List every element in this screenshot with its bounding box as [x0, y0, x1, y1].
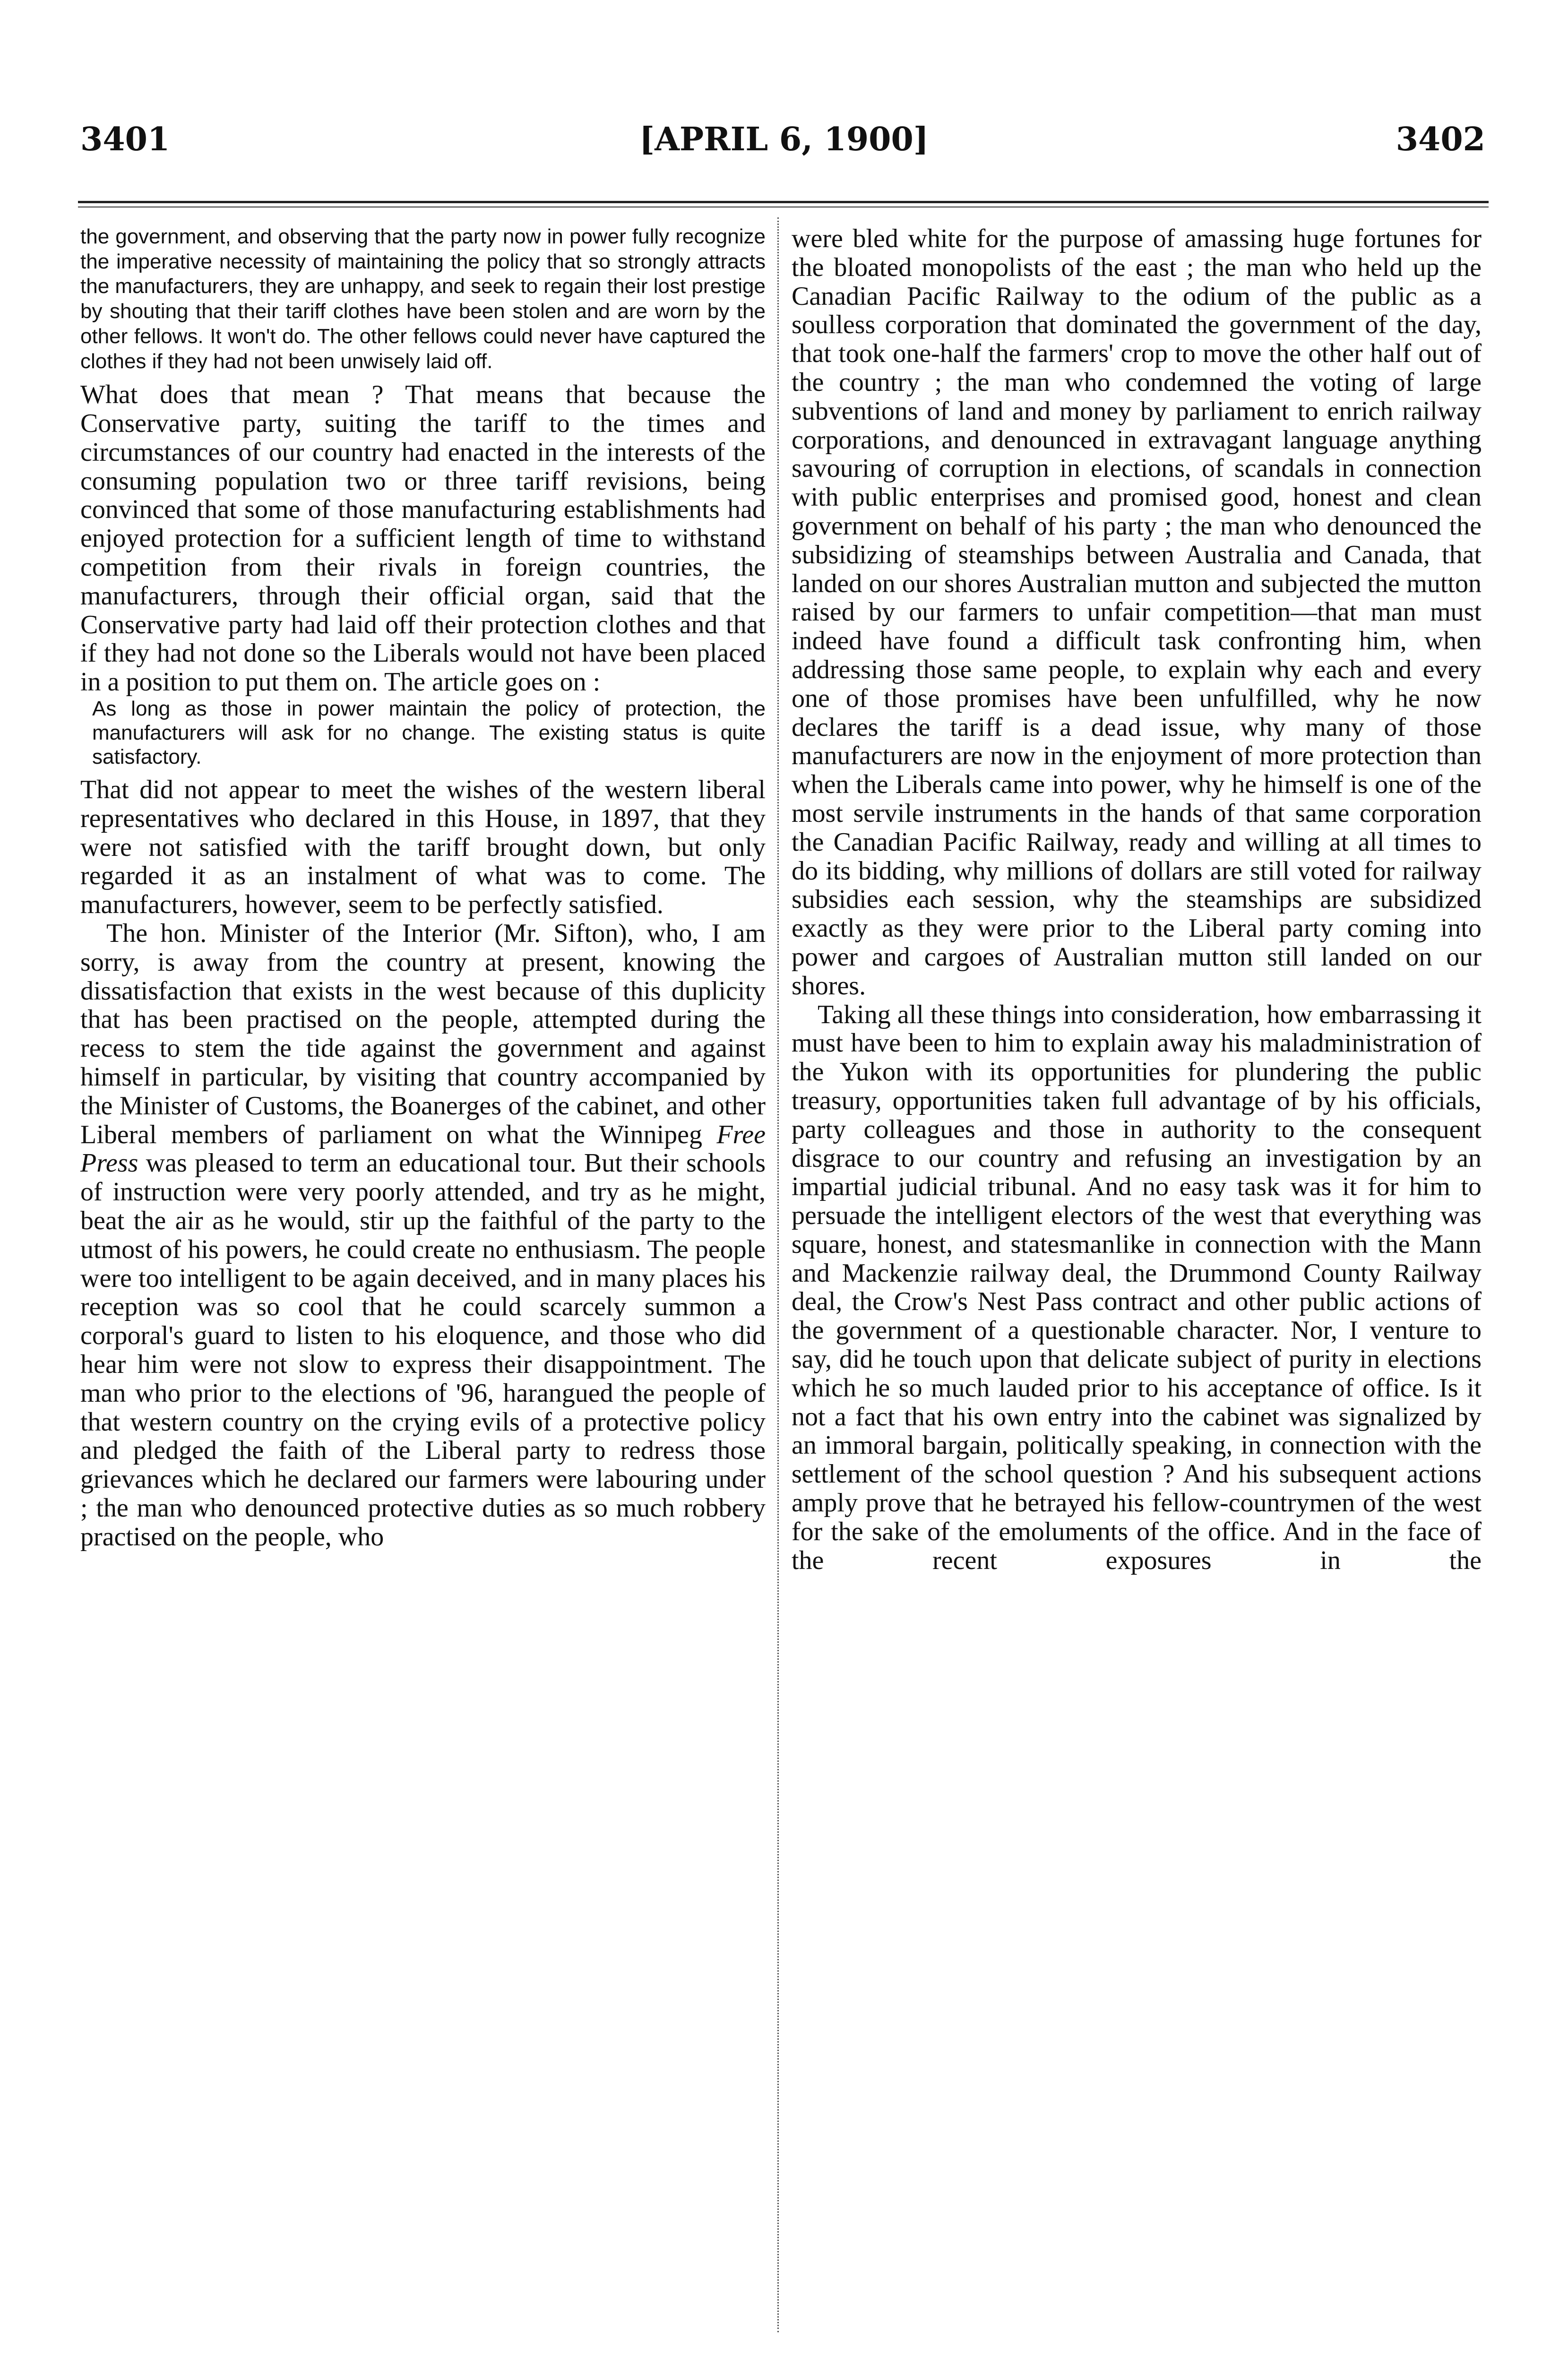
paragraph-minister-interior: [80, 919, 766, 1552]
page-number-right: 3402: [1396, 121, 1485, 158]
paragraph-taking-all-things: Taking all these things into consideration, how embarrassing it must have been to him to explain away his maladministration of the Yukon with its opportunities for plundering the public treasury, opportunities taken full advantage of by his officials, party colleagues and those in authority to the consequent disgrace to our country and refusing an investigation by an impartial judicial tribunal. And no easy task was it for him to persuade the intelligent electors of the west that everything was square, honest, and statesmanlike in connection with the Mann and Mackenzie railway deal, the Drummond County Railway deal, the Crow's Nest Pass contract and other public actions of the government of a questionable character. Nor, I venture to say, did he touch upon that delicate subject of purity in elections which he so much lauded prior to his acceptance of office. Is it not a fact that his own entry into the cabinet was signalized by an immoral bargain, politically speaking, in connection with the settlement of the school question ? And his subsequent actions amply prove that he betrayed his fellow-countrymen of the west for the sake of the emoluments of the office. And in the face of the recent exposures in the: [792, 1000, 1482, 1575]
page-number-left: 3401: [80, 121, 170, 158]
paragraph-what-does-that-mean: What does that mean ? That means that because the Conservative party, suiting the tariff to the times and circumstances of our country had enacted in the interests of the consuming population two or three tariff revisions, being convinced that some of those manufacturing establishments had enjoyed protection for a sufficient length of time to withstand competition from their rivals in foreign countries, the manufacturers, through their official organ, said that the Conservative party had laid off their protection clothes and that if they had not done so the Liberals would not have been placed in a position to put them on. The article goes on :: [80, 380, 766, 697]
quoted-article-continued: the government, and observing that the party now in power fully recognize the imperative necessity of maintaining the policy that so strongly attracts the manufacturers, they are unhappy, and seek to regain their lost prestige by shouting that their tariff clothes have been stolen and are worn by the other fellows. It won't do. The other fellows could never have captured the clothes if they had not been unwisely laid off.: [80, 225, 766, 373]
header-rule: [78, 201, 1489, 203]
left-column: [80, 224, 766, 1552]
quoted-article-status: As long as those in power maintain the policy of protection, the manufacturers will ask for no change. The existing status is quite satisfactory.: [92, 697, 766, 768]
paragraph-western-representatives: That did not appear to meet the wishes of the western liberal representatives who declared in this House, in 1897, that they were not satisfied with the tariff brought down, but only regarded it as an instalment of what was to come. The manufacturers, however, seem to be perfectly satisfied.: [80, 775, 766, 920]
paragraph-minister-part-b: was pleased to term an educational tour. But their schools of instruction were very poorly attended, and try as he might, beat the air as he would, stir up the faithful of the party to the utmost of his powers, he could create no enthusiasm. The people were too intelligent to be again deceived, and in many places his reception was so cool that he could scarcely summon a corporal's guard to listen to his eloquence, and those who did hear him were not slow to express their disappointment. The man who prior to the elections of '96, harangued the people of that western country on the crying evils of a protective policy and pledged the faith of the Liberal party to redress those grievances which he declared our farmers were labouring under ; the man who denounced protective duties as so much robbery practised on the people, who: [80, 1148, 766, 1552]
right-column: [792, 224, 1482, 1575]
paragraph-minister-part-a: The hon. Minister of the Interior (Mr. Sifton), who, I am sorry, is away from the country at present, knowing the dissatisfaction that exists in the west because of this duplicity that has been practised on the people, attempted during the recess to stem the tide against the government and against himself in particular, by visiting that country accompanied by the Minister of Customs, the Boanerges of the cabinet, and other Liberal members of parliament on what the Winnipeg: [80, 918, 766, 1149]
paragraph-continued: were bled white for the purpose of amassing huge fortunes for the bloated monopolists of the east ; the man who held up the Canadian Pacific Railway to the odium of the public as a soulless corporation that dominated the government of the day, that took one-half the farmers' crop to move the other half out of the country ; the man who condemned the voting of large subventions of land and money by parliament to enrich railway corporations, and denounced in extravagant language anything savouring of corruption in elections, of scandals in connection with public enterprises and promised good, honest and clean government on behalf of his party ; the man who denounced the subsidizing of steamships between Australia and Canada, that landed on our shores Australian mutton and subjected the mutton raised by our farmers to unfair competition—that man must indeed have found a difficult task confronting him, when addressing those same people, to explain why each and every one of those promises have been unfulfilled, why he now declares the tariff is a dead issue, why many of those manufacturers are now in the enjoyment of more protection than when the Liberals came into power, why he himself is one of the most servile instruments in the hands of that same corporation the Canadian Pacific Railway, ready and willing at all times to do its bidding, why millions of dollars are still voted for railway subsidies each session, why the steamships are subsidized exactly as they were prior to the Liberal party coming into power and cargoes of Australian mutton still landed on our shores.: [792, 224, 1482, 1000]
column-divider: [777, 217, 779, 2332]
newspaper-name: Free Press: [80, 1120, 766, 1178]
page-date: [APRIL 6, 1900]: [639, 121, 929, 158]
